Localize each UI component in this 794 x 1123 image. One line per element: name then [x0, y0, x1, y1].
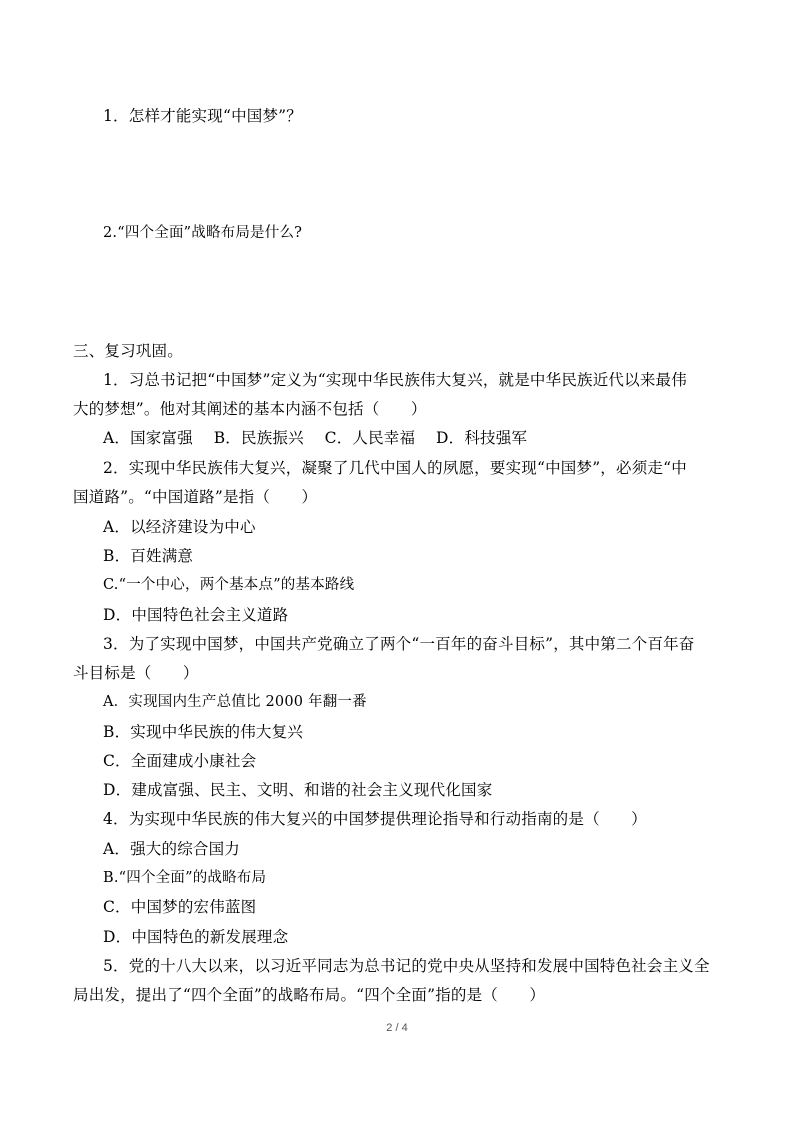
- q1-options: A．国家富强 B．民族振兴 C．人民幸福 D．科技强军: [103, 429, 528, 447]
- q2-stem-line-1: 2．实现中华民族伟大复兴，凝聚了几代中国人的夙愿，要实现“中国梦”，必须走“中: [103, 459, 687, 477]
- q2-option-a: A．以经济建设为中心: [103, 518, 256, 536]
- q2-option-c: C.“一个中心，两个基本点”的基本路线: [103, 577, 355, 593]
- page-number: 2 / 4: [386, 1022, 408, 1034]
- q3-option-a: A．实现国内生产总值比 2000 年翻一番: [103, 694, 367, 710]
- q1-stem-line-2: 大的梦想”。他对其阐述的基本内涵不包括（ ）: [73, 400, 427, 418]
- q2-stem-line-2: 国道路”。“中国道路”是指（ ）: [73, 488, 318, 506]
- q2-option-b: B．百姓满意: [103, 547, 194, 565]
- q4-stem: 4．为实现中华民族的伟大复兴的中国梦提供理论指导和行动指南的是（ ）: [103, 810, 647, 828]
- q3-stem-line-1: 3．为了实现中国梦，中国共产党确立了两个“一百年的奋斗目标”，其中第二个百年奋: [103, 635, 695, 653]
- q5-stem-line-2: 局出发，提出了“四个全面”的战略布局。“四个全面”指的是（ ）: [73, 986, 546, 1004]
- question-2: 2.“四个全面”战略布局是什么?: [103, 225, 303, 241]
- q3-option-b: B．实现中华民族的伟大复兴: [103, 723, 303, 741]
- q3-option-d: D．建成富强、民主、文明、和谐的社会主义现代化国家: [103, 781, 493, 799]
- section-heading: 三、复习巩固。: [73, 342, 183, 360]
- q5-stem-line-1: 5．党的十八大以来，以习近平同志为总书记的党中央从坚持和发展中国特色社会主义全: [103, 957, 710, 975]
- q4-option-d: D．中国特色的新发展理念: [103, 928, 289, 946]
- q4-option-b: B.“四个全面”的战略布局: [103, 870, 267, 886]
- q2-option-d: D．中国特色社会主义道路: [103, 606, 289, 624]
- q3-option-c: C．全面建成小康社会: [103, 752, 257, 770]
- question-1: 1．怎样才能实现“中国梦”？: [103, 107, 303, 125]
- q4-option-c: C．中国梦的宏伟蓝图: [103, 898, 257, 916]
- q1-stem-line-1: 1．习总书记把“中国梦”定义为“实现中华民族伟大复兴，就是中华民族近代以来最伟: [103, 371, 687, 389]
- q4-option-a: A．强大的综合国力: [103, 840, 240, 858]
- q3-stem-line-2: 斗目标是（ ）: [73, 664, 199, 682]
